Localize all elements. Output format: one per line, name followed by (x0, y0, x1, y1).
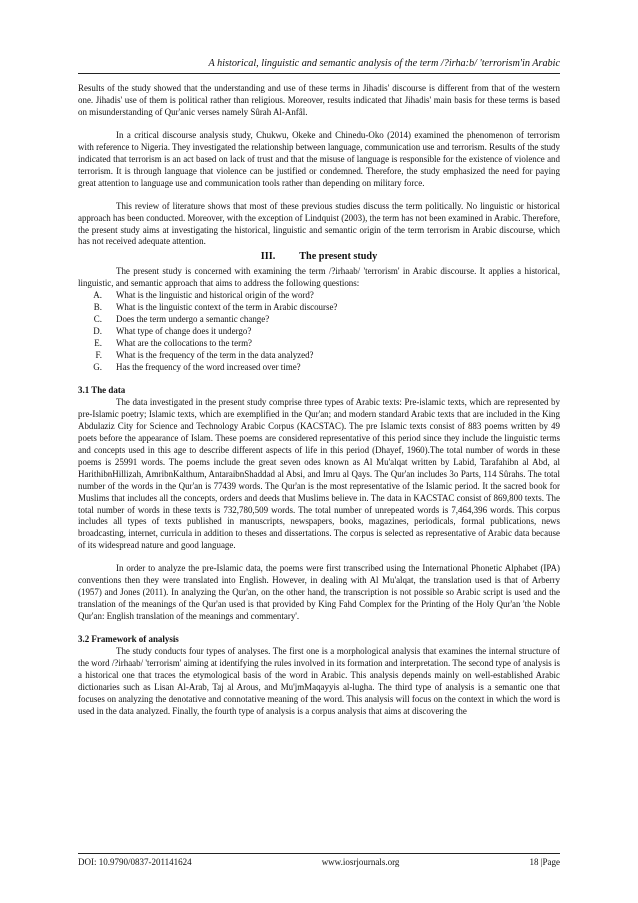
website-link[interactable]: www.iosrjournals.org (321, 857, 400, 867)
running-header: A historical, linguistic and semantic analysis of the term /?irha:b/ 'terrorism'in Arabic (208, 58, 560, 69)
list-item: E. What are the collocations to the term? (94, 338, 252, 349)
page-number: 18 |Page (529, 857, 560, 867)
list-item: C. Does the term undergo a semantic change? (93, 314, 270, 325)
list-item: D. What type of change does it undergo? (93, 326, 252, 337)
doi-text: DOI: 10.9790/0837-201141624 (78, 857, 192, 867)
research-questions-list (78, 290, 560, 374)
list-item: G. Has the frequency of the word increased over time? (93, 362, 301, 373)
list-item: B. What is the linguistic context of the term in Arabic discourse? (93, 302, 338, 313)
footer-rule (78, 853, 560, 854)
section-title: The present study (299, 251, 378, 263)
paragraph-jihadis-results: Results of the study showed that the understanding and use of these terms in Jihadis' discourse is different from that of the western one. Jihadis' use of them is political rather than religious. Moreover, results indicated that Jihadis' main basis for these terms is based on misunderstanding of Qur'anic verses namely Sûrah Al-Anfâl. (78, 83, 560, 117)
header-rule (78, 73, 560, 74)
list-item: F. What is the frequency of the term in the data analyzed? (95, 350, 314, 361)
paragraph-present-study: The present study is concerned with examining the term /?irhaab/ 'terrorism' in Arabic discourse. It applies a historical, linguistic, and semantic approach that aims to address the following questions: (78, 266, 560, 289)
page-content (78, 83, 560, 718)
paragraph-chukwu-study: In a critical discourse analysis study, Chukwu, Okeke and Chinedu-Oko (2014) examined the phenomenon of terrorism with reference to Nigeria. They investigated the relationship between language, communication use and terrorism. Results of the study indicated that terrorism is an act based on lack of trust and that the misuse of language is responsible for the existence of violence and terrorism. It is through language that violence can be justified or condemned. Therefore, the study emphasized the need for paying great attention to language use and communication tools rather than depending on military force. (78, 129, 560, 188)
paragraph-literature-review: This review of literature shows that most of these previous studies discuss the term politically. No linguistic or historical approach has been conducted. Moreover, with the exception of Lindquist (2003), the term has not been examined in Arabic. Therefore, the present study aims at investigating the historical, linguistic and semantic origin of the term terrorism in Arabic discourse, which has not received adequate attention. (78, 200, 560, 247)
page-footer (78, 857, 560, 867)
paragraph-data-description: The data investigated in the present study comprise three types of Arabic texts: Pre-islamic texts, which are represented by pre-Islamic poetry; Islamic texts, which are exemplified in the Qur'an; and modern standard Arabic texts that are included in the King Abdulaziz City for Science and Technology Arabic Corpus (KACSTAC). The pre Islamic texts consist of 883 poems written by 49 poets before the appearance of Islam. These poems are considered representative of this period since they include the linguistic terms and concepts used in this age to describe different aspects of life in this period (Dhayef, 1960).The total number of words in these poems is 25991 words. The poems include the great seven odes known as Al Mu'alqat written by Labid, Tarafahibn al Abd, al HarithibnHillizah, AmribnKalthum, AntaraibnShaddad al Absi, and Imru al Qays. The Qur'an includes 3o Parts, 114 Sûrahs. The total number of the words in the Qur'an is 77439 words. The Qur'an is the most representative of the Islamic period. It the sacred book for Muslims that includes all the concepts, orders and deeds that Muslims believe in. The data in KACSTAC consist of 869,800 texts. The total number of words in these texts is 732,780,509 words. The total number of unrepeated words is 7,464,396 words. This corpus includes all types of texts published in manuscripts, newspapers, books, magazines, periodicals, formal publications, news broadcasting, internet, curricula in addition to theses and dissertations. The corpus is selected as representative of Arabic data because of its widespread nature and good language. (78, 396, 560, 551)
subsection-heading-framework: 3.2 Framework of analysis (78, 634, 179, 645)
section-heading-present-study (78, 251, 560, 263)
paragraph-transcription: In order to analyze the pre-Islamic data, the poems were first transcribed using the International Phonetic Alphabet (IPA) conventions then they were translated into English. However, in dealing with Al Mu'alqat, the translation used is that of Arberry (1957) and Jones (2011). In analyzing the Qur'an, on the other hand, the transcription is not possible so Arabic script is used and the translation of the meanings of the Qur'an used is that provided by King Fahd Complex for the Printing of the Holy Qur'an 'the Noble Qur'an: English translation of the meanings and commentary'. (78, 563, 560, 622)
list-item: A. What is the linguistic and historical origin of the word? (93, 290, 314, 301)
section-number: III. (260, 251, 276, 263)
subsection-heading-data: 3.1 The data (78, 384, 126, 395)
paragraph-framework: The study conducts four types of analyses. The first one is a morphological analysis that examines the internal structure of the word /?irhaab/ 'terrorism' aiming at identifying the rules involved in its formation and interpretation. The second type of analysis is a historical one that traces the etymological basis of the word in Arabic. This analysis depends mainly on well-established Arabic dictionaries such as Lisan Al-Arab, Taj al Arous, and Mu'jmMaqayyis al-lugha. The third type of analysis is a semantic one that focuses on analyzing the denotative and connotative meaning of the word. This analysis will focus on the context in which the word is used in the data analyzed. Finally, the fourth type of analysis is a corpus analysis that aims at discovering the (78, 646, 560, 716)
